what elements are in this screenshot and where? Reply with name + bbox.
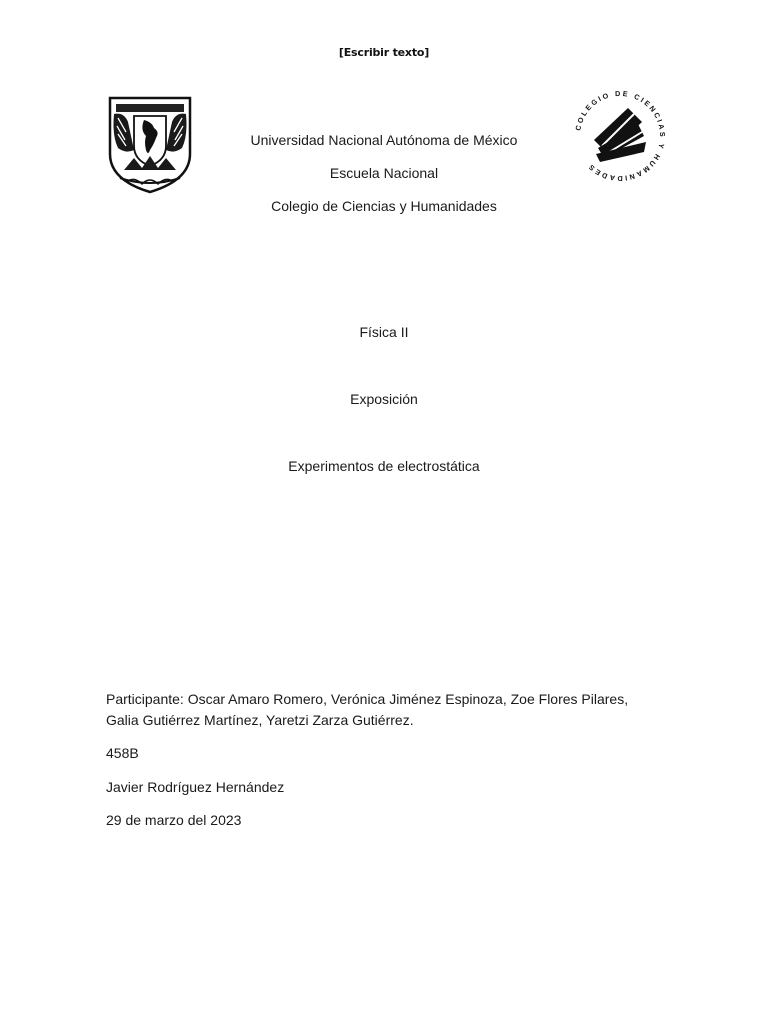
school-name: Escuela Nacional: [329, 165, 439, 181]
course-name: Física II: [359, 324, 409, 340]
group-code: 458B: [106, 745, 139, 761]
participants-text: Participante: Oscar Amaro Romero, Verónica Jiménez Espinoza, Zoe Flores Pilares, Galia Gutiérrez Martínez, Yaretzi Zarza Gutiérrez.: [106, 691, 629, 728]
teacher-name: Javier Rodríguez Hernández: [106, 779, 285, 795]
activity-name: Exposición: [350, 391, 418, 407]
university-name: Universidad Nacional Autónoma de México: [250, 132, 518, 148]
cch-ring-text: COLEGIO DE CIENCIAS Y HUMANIDADES: [573, 88, 668, 184]
header-placeholder: [Escribir texto]: [338, 46, 430, 59]
date-text: 29 de marzo del 2023: [106, 812, 242, 828]
institution-block: [0, 124, 768, 223]
college-name: Colegio de Ciencias y Humanidades: [271, 198, 497, 214]
topic-title: Experimentos de electrostática: [288, 458, 480, 474]
